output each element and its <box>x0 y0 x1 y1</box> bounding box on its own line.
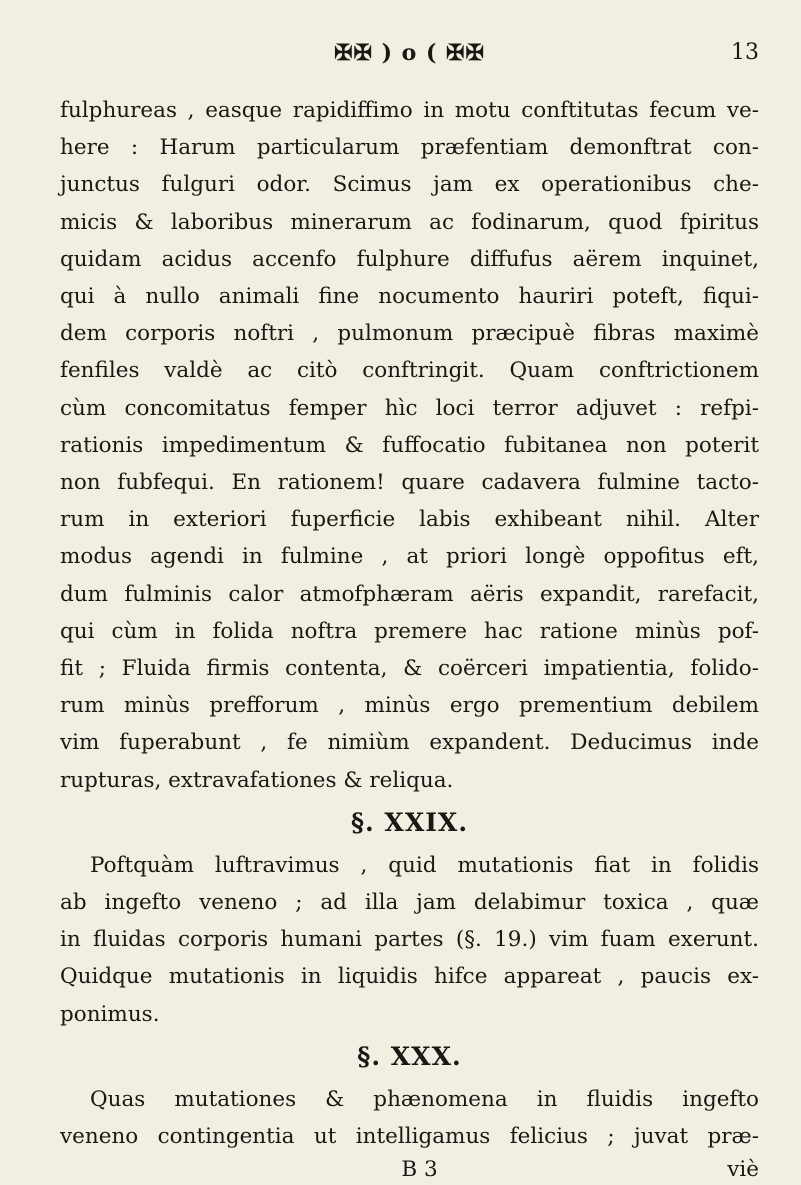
text-line: Quidque mutationis in liquidis hifce appareat , paucis ex- <box>60 964 759 990</box>
text-line: Poftquàm luftravimus , quid mutationis fiat in folidis <box>90 852 759 878</box>
text-line: rum in exteriori fuperficie labis exhibeant nihil. Alter <box>60 507 759 533</box>
text-line: veneno contingentia ut intelligamus felicius ; juvat præ- <box>60 1124 759 1150</box>
text-line: qui cùm in folida noftra premere hac ratione minùs pof- <box>60 618 759 644</box>
text-line: quidam acidus accenfo fulphure diffufus aërem inquinet, <box>60 246 759 272</box>
text-line: modus agendi in fulmine , at priori longè oppofitus eft, <box>60 544 759 570</box>
section-heading: §. XXX. <box>357 1041 462 1071</box>
text-line: cùm concomitatus femper hìc loci terror adjuvet : refpi- <box>60 395 759 421</box>
text-line: rum minùs prefforum , minùs ergo prementium debilem <box>60 693 759 719</box>
text-line: fulphureas , easque rapidiffimo in motu conftitutas fecum ve- <box>60 98 759 123</box>
text-line: micis & laboribus minerarum ac fodinarum, quod fpiritus <box>60 209 759 235</box>
header-ornament: ✠✠ ) o ( ✠✠ <box>334 40 485 66</box>
text-line: dem corporis noftri , pulmonum præcipuè fibras maximè <box>60 321 759 347</box>
section-heading: §. XXIX. <box>350 807 469 837</box>
text-line: fenfiles valdè ac citò conftringit. Quam conftrictionem <box>60 358 759 384</box>
text-line: qui à nullo animali fine nocumento hauriri poteft, fiqui- <box>60 284 759 310</box>
signature-mark: B 3 <box>401 1157 438 1183</box>
page-number: 13 <box>731 40 759 65</box>
paragraph-continuation <box>60 92 759 799</box>
text-line: rupturas, extravafationes & reliqua. <box>60 767 454 793</box>
text-line: ab ingefto veneno ; ad illa jam delabimur toxica , quæ <box>60 890 759 916</box>
text-line: dum fulminis calor atmofphæram aëris expandit, rarefacit, <box>60 581 759 607</box>
body-text <box>60 92 759 1185</box>
text-line: rationis impedimentum & fuffocatio fubitanea non poterit <box>60 432 759 458</box>
text-line: Quas mutationes & phænomena in fluidis ingefto <box>90 1086 759 1112</box>
text-line: vim fuperabunt , fe nimiùm expandent. Deducimus inde <box>60 730 759 756</box>
running-header <box>60 36 759 70</box>
text-line: non fubfequi. En rationem! quare cadavera fulmine tacto- <box>60 470 759 496</box>
text-line: fit ; Fluida firmis contenta, & coërceri impatientia, folido- <box>60 656 759 682</box>
text-line: junctus fulguri odor. Scimus jam ex operationibus che- <box>60 172 759 198</box>
section-29 <box>60 799 759 1033</box>
catchword: viè <box>727 1157 759 1183</box>
text-line: in fluidas corporis humani partes (§. 19.) vim fuam exerunt. <box>60 927 759 953</box>
section-30 <box>60 1033 759 1155</box>
text-line: ponimus. <box>60 1001 160 1027</box>
text-line: here : Harum particularum præfentiam demonftrat con- <box>60 135 759 161</box>
page-footer <box>60 1155 759 1185</box>
